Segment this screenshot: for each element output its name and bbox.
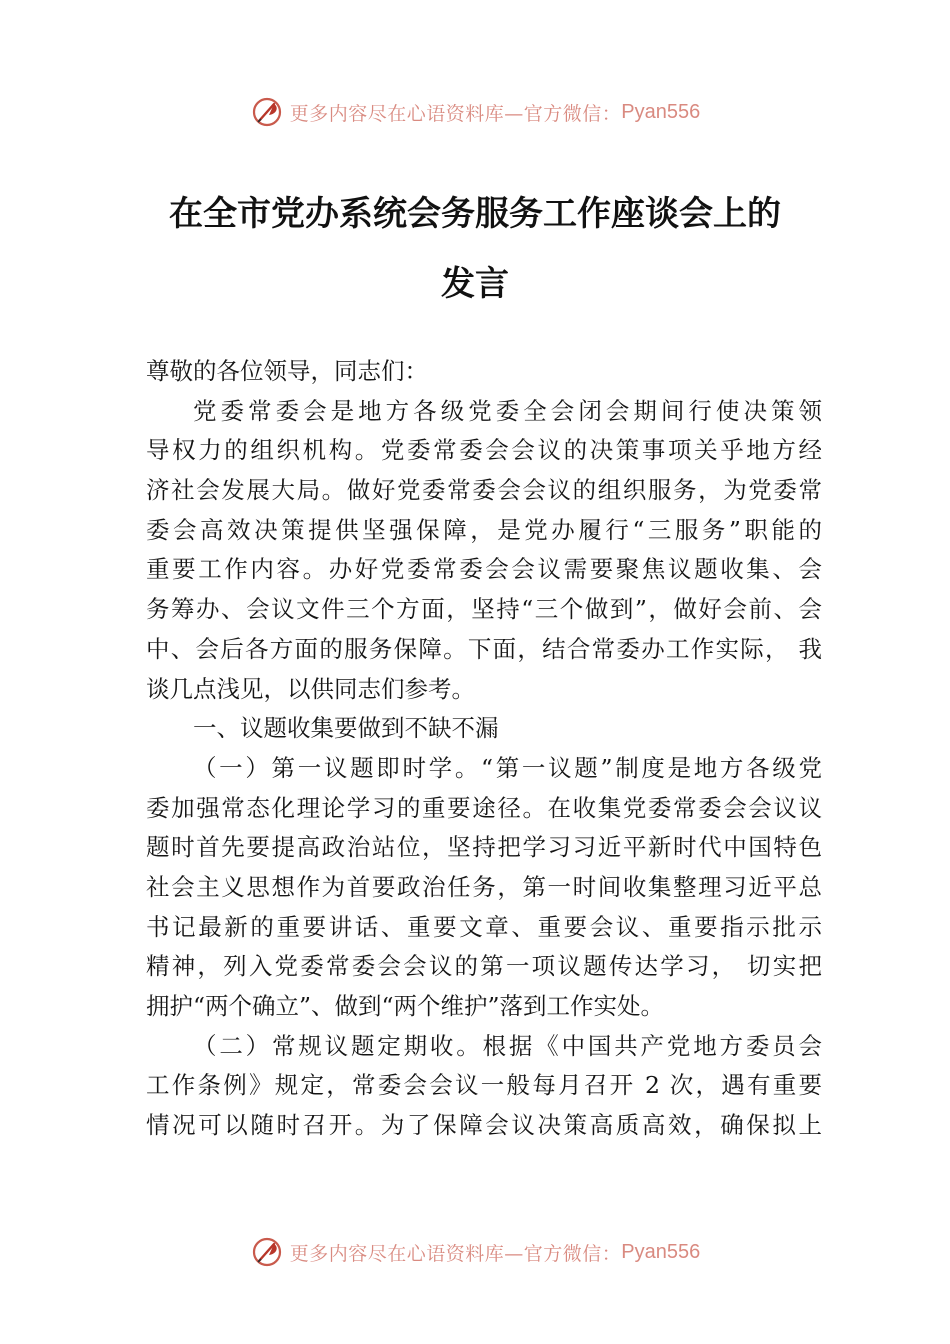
body-line: 重要工作内容。办好党委常委会会议需要聚焦议题收集、会 bbox=[146, 555, 822, 584]
body-line: 中、会后各方面的服务保障。下面，结合常委办工作实际， 我 bbox=[146, 634, 822, 663]
subsection-heading: （二）常规议题定期收。根据《中国共产党地方委员会 bbox=[193, 1031, 822, 1060]
watermark-text: 更多内容尽在心语资料库—官方微信： bbox=[289, 102, 622, 125]
body-line: 情况可以随时召开。为了保障会议决策高质高效，确保拟上 bbox=[146, 1111, 822, 1140]
quill-logo-icon bbox=[250, 1235, 284, 1269]
section-heading: 一、议题收集要做到不缺不漏 bbox=[193, 714, 499, 743]
quill-logo-icon bbox=[250, 95, 284, 129]
body-line: 委会高效决策提供坚强保障，是党办履行“三服务”职能的 bbox=[146, 515, 822, 544]
body-line: 题时首先要提高政治站位，坚持把学习习近平新时代中国特色 bbox=[146, 833, 822, 862]
body-line: 导权力的组织机构。党委常委会会议的决策事项关乎地方经 bbox=[146, 436, 822, 465]
watermark-wechat-id: Pyan556 bbox=[621, 100, 701, 123]
watermark-banner-bottom bbox=[0, 1232, 950, 1272]
body-line: 谈几点浅见，以供同志们参考。 bbox=[146, 674, 475, 703]
salutation: 尊敬的各位领导，同志们： bbox=[146, 357, 428, 385]
body-line: 精神，列入党委常委会会议的第一项议题传达学习， 切实把 bbox=[146, 952, 822, 981]
body-line: 委加强常态化理论学习的重要途径。在收集党委常委会会议议 bbox=[146, 793, 822, 822]
body-line: 济社会发展大局。做好党委常委会会议的组织服务，为党委常 bbox=[146, 476, 822, 505]
document-title-line-1: 在全市党办系统会务服务工作座谈会上的 bbox=[169, 194, 781, 234]
watermark-wechat-id: Pyan556 bbox=[621, 1240, 701, 1263]
document-body bbox=[146, 352, 822, 1146]
body-line: 党委常委会是地方各级党委全会闭会期间行使决策领 bbox=[193, 396, 822, 425]
subsection-heading: （一）第一议题即时学。“第一议题”制度是地方各级党 bbox=[193, 753, 822, 782]
body-line: 社会主义思想作为首要政治任务，第一时间收集整理习近平总 bbox=[146, 872, 822, 901]
body-line: 工作条例》规定，常委会会议一般每月召开 2 次，遇有重要 bbox=[146, 1071, 822, 1100]
body-line: 务筹办、会议文件三个方面，坚持“三个做到”，做好会前、会 bbox=[146, 595, 822, 624]
watermark-text: 更多内容尽在心语资料库—官方微信： bbox=[289, 1242, 622, 1265]
watermark-banner-top bbox=[0, 92, 950, 132]
body-line: 拥护“两个确立”、做到“两个维护”落到工作实处。 bbox=[146, 992, 665, 1020]
document-title-line-2: 发言 bbox=[441, 264, 509, 304]
body-line: 书记最新的重要讲话、重要文章、重要会议、重要指示批示 bbox=[146, 912, 822, 941]
